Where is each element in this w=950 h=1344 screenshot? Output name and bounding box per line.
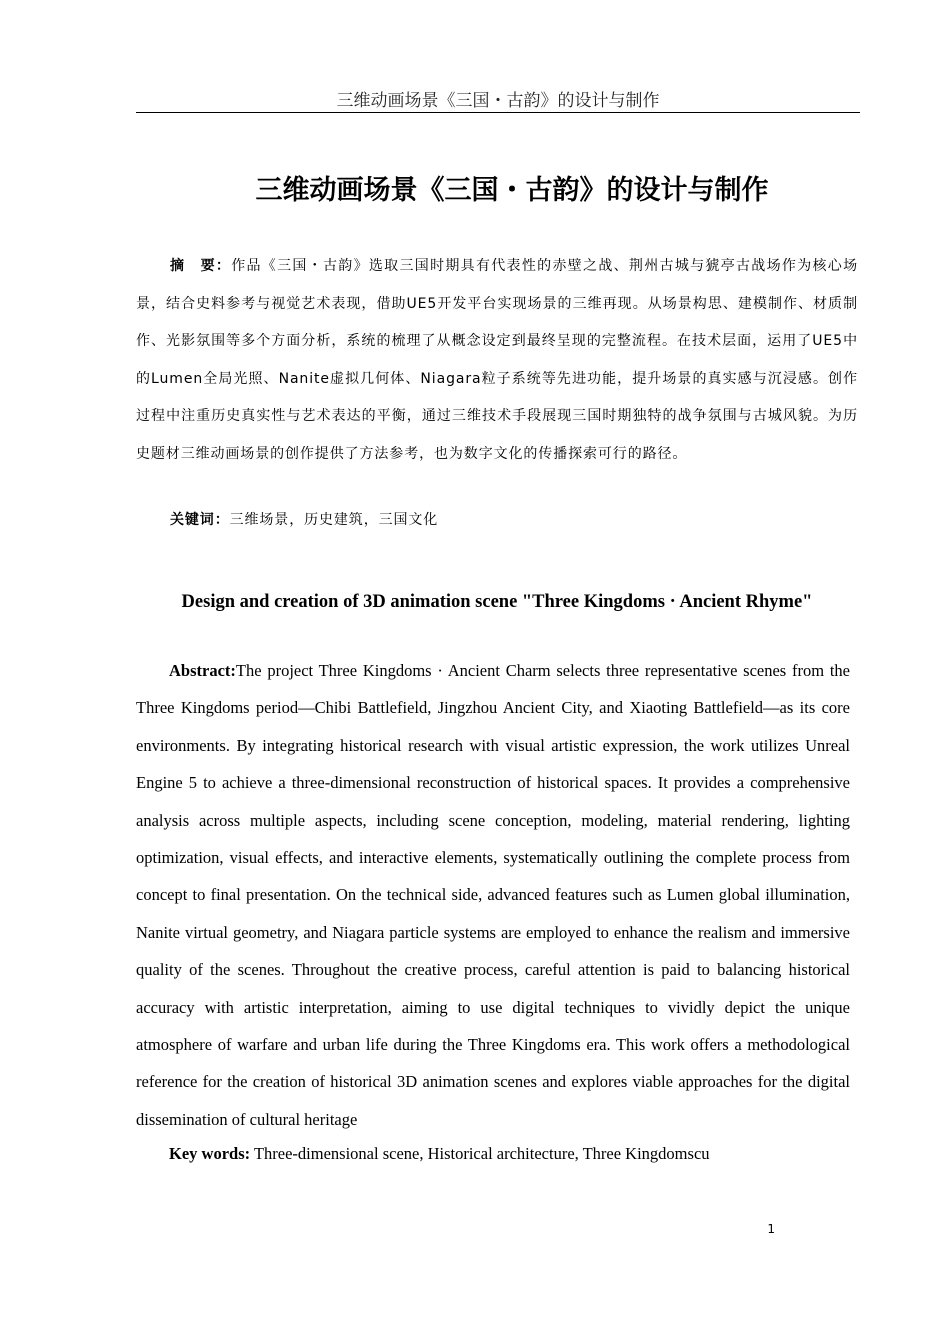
english-title: Design and creation of 3D animation scene "Three Kingdoms · Ancient Rhyme": [181, 592, 813, 612]
chinese-keywords-label: 关键词：: [170, 512, 230, 528]
chinese-abstract-text: 作品《三国・古韵》选取三国时期具有代表性的赤壁之战、荆州古城与猇亭古战场作为核心场景，结合史料参考与视觉艺术表现，借助UE5开发平台实现场景的三维再现。从场景构思、建模制作、材质制作、光影氛围等多个方面分析，系统的梳理了从概念设定到最终呈现的完整流程。在技术层面，运用了UE5中的Lumen全局光照、Nanite虚拟几何体、Niagara粒子系统等先进功能，提升场景的真实感与沉浸感。创作过程中注重历史真实性与艺术表达的平衡，通过三维技术手段展现三国时期独特的战争氛围与古城风貌。为历史题材三维动画场景的创作提供了方法参考，也为数字文化的传播探索可行的路径。: [136, 258, 858, 462]
chinese-keywords: [136, 505, 858, 535]
chinese-title: 三维动画场景《三国・古韵》的设计与制作: [255, 175, 769, 206]
english-keywords: [136, 1140, 850, 1168]
english-abstract: [136, 652, 850, 1138]
header-rule: [136, 112, 860, 113]
english-abstract-label: Abstract:: [169, 661, 236, 680]
english-abstract-text: The project Three Kingdoms · Ancient Charm selects three representative scenes from the Three Kingdoms period—Chibi Battlefield, Jingzhou Ancient City, and Xiaoting Battlefield—as its core environments. By integrating historical research with visual artistic expression, the work utilizes Unreal Engine 5 to achieve a three-dimensional reconstruction of historical spaces. It provides a comprehensive analysis across multiple aspects, including scene conception, modeling, material rendering, lighting optimization, visual effects, and interactive elements, systematically outlining the complete process from concept to final presentation. On the technical side, advanced features such as Lumen global illumination, Nanite virtual geometry, and Niagara particle systems are employed to enhance the realism and immersive quality of the scenes. Throughout the creative process, careful attention is paid to balancing historical accuracy with artistic interpretation, aiming to use digital techniques to vividly depict the unique atmosphere of warfare and urban life during the Three Kingdoms era. This work offers a methodological reference for the creation of historical 3D animation scenes and explores viable approaches for the digital dissemination of cultural heritage: [136, 661, 850, 1129]
running-header: 三维动画场景《三国・古韵》的设计与制作: [336, 91, 660, 111]
chinese-abstract-label: 摘 要：: [170, 258, 232, 274]
chinese-abstract: [136, 248, 858, 473]
english-keywords-label: Key words:: [169, 1144, 251, 1163]
english-keywords-text: Three-dimensional scene, Historical architecture, Three Kingdomscu: [250, 1144, 710, 1163]
chinese-keywords-text: 三维场景，历史建筑，三国文化: [229, 512, 439, 528]
page-number: 1: [767, 1222, 775, 1236]
